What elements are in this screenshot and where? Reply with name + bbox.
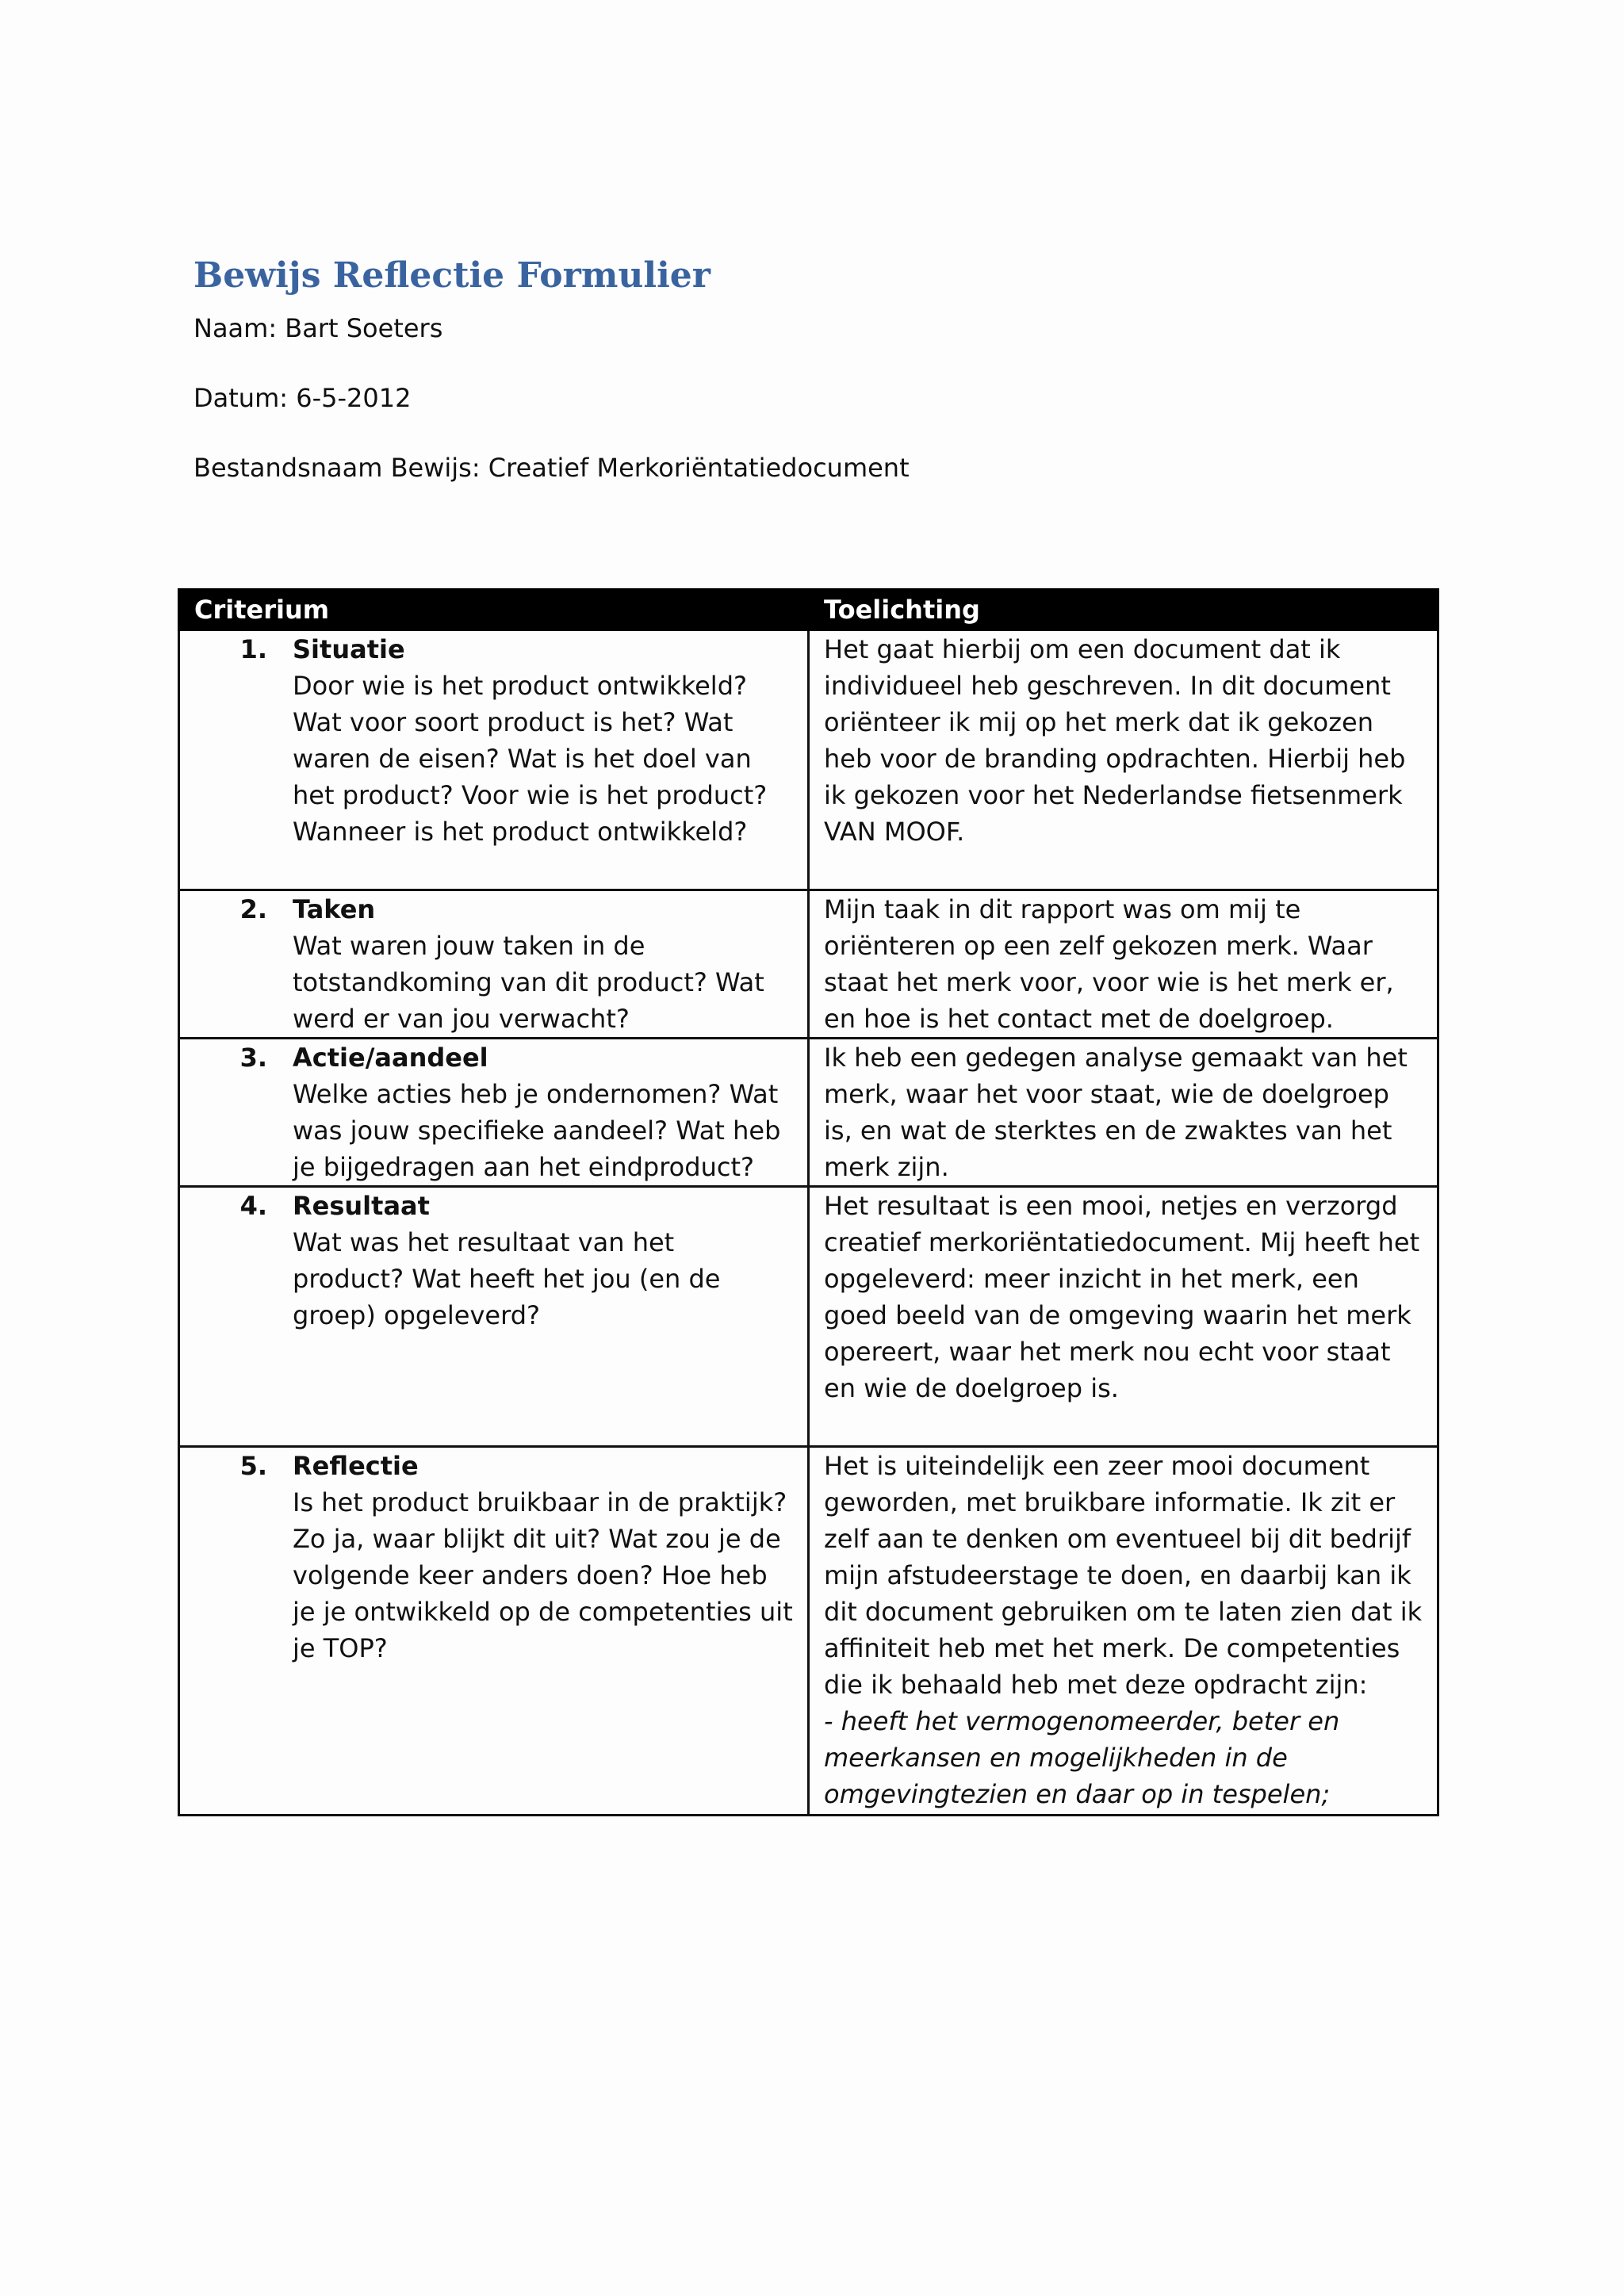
- explanation-cell: [809, 890, 1438, 1039]
- criterion-question: Wat waren jouw taken in de totstandkoming van dit product? Wat werd er van jou verwacht?: [293, 931, 764, 1034]
- criterion-question: Is het product bruikbaar in de praktijk? Zo ja, waar blijkt dit uit? Wat zou je de volgende keer anders doen? Hoe heb je je ontwikkeld op de competenties uit je TOP?: [293, 1487, 793, 1663]
- table-header-row: [179, 590, 1438, 630]
- filename-line: Bestandsnaam Bewijs: Creatief Merkoriëntatiedocument: [193, 453, 910, 483]
- header-toelichting: Toelichting: [809, 590, 1438, 630]
- criterion-heading: Situatie: [293, 634, 405, 664]
- competence-text: - heeft het vermogenomeerder, beter en meerkansen en mogelijkheden in de omgevingtezien en daar op in tespelen;: [824, 1706, 1340, 1809]
- name-line: Naam: Bart Soeters: [193, 313, 443, 343]
- header-criterium: Criterium: [179, 590, 809, 630]
- explanation-text: Het is uiteindelijk een zeer mooi document geworden, met bruikbare informatie. Ik zit er zelf aan te denken om eventueel bij dit bedrijf mijn afstudeerstage te doen, en daarbij kan ik dit document gebruiken om te laten zien dat ik affiniteit heb met het merk. De competenties die ik behaald heb met deze opdracht zijn:: [824, 1451, 1423, 1700]
- explanation-text: Ik heb een gedegen analyse gemaakt van het merk, waar het voor staat, wie de doelgroep is, en wat de sterktes en de zwaktes van het merk zijn.: [824, 1043, 1408, 1182]
- criterion-question: Welke acties heb je ondernomen? Wat was jouw specifieke aandeel? Wat heb je bijgedragen aan het eindproduct?: [293, 1079, 781, 1182]
- explanation-cell: [809, 1447, 1438, 1816]
- table-row: [179, 1187, 1438, 1447]
- criterion-cell: [179, 1187, 809, 1447]
- explanation-text: Mijn taak in dit rapport was om mij te oriënteren op een zelf gekozen merk. Waar staat het merk voor, voor wie is het merk er, en hoe is het contact met de doelgroep.: [824, 894, 1394, 1034]
- table-row: [179, 890, 1438, 1039]
- table-row: [179, 630, 1438, 890]
- criterion-question: Door wie is het product ontwikkeld? Wat voor soort product is het? Wat waren de eisen? Wat is het doel van het product? Voor wie is het product? Wanneer is het product ontwikkeld?: [293, 671, 768, 847]
- table-row: [179, 1039, 1438, 1187]
- date-line: Datum: 6-5-2012: [193, 383, 412, 413]
- criterion-cell: [179, 1447, 809, 1816]
- criterion-question: Wat was het resultaat van het product? Wat heeft het jou (en de groep) opgeleverd?: [293, 1227, 721, 1330]
- criterion-heading: Resultaat: [293, 1191, 430, 1221]
- criterion-cell: [179, 1039, 809, 1187]
- explanation-text: Het resultaat is een mooi, netjes en verzorgd creatief merkoriëntatiedocument. Mij heeft het opgeleverd: meer inzicht in het merk, een goed beeld van de omgeving waarin het merk opereert, waar het merk nou echt voor staat en wie de doelgroep is.: [824, 1191, 1420, 1403]
- reflection-table: [178, 588, 1439, 1816]
- page-title: Bewijs Reflectie Formulier: [193, 255, 710, 296]
- explanation-cell: [809, 1039, 1438, 1187]
- table-row: [179, 1447, 1438, 1816]
- criterion-number: 3.: [239, 1043, 267, 1073]
- explanation-text: Het gaat hierbij om een document dat ik individueel heb geschreven. In dit document oriënteer ik mij op het merk dat ik gekozen heb voor de branding opdrachten. Hierbij heb ik gekozen voor het Nederlandse fietsenmerk VAN MOOF.: [824, 634, 1406, 847]
- criterion-cell: [179, 890, 809, 1039]
- explanation-cell: [809, 1187, 1438, 1447]
- criterion-heading: Reflectie: [293, 1451, 419, 1481]
- criterion-number: 4.: [239, 1191, 267, 1221]
- criterion-number: 5.: [239, 1451, 267, 1481]
- explanation-cell: [809, 630, 1438, 890]
- criterion-number: 1.: [239, 634, 267, 664]
- criterion-heading: Actie/aandeel: [293, 1043, 488, 1073]
- criterion-cell: [179, 630, 809, 890]
- criterion-heading: Taken: [293, 894, 376, 924]
- criterion-number: 2.: [239, 894, 267, 924]
